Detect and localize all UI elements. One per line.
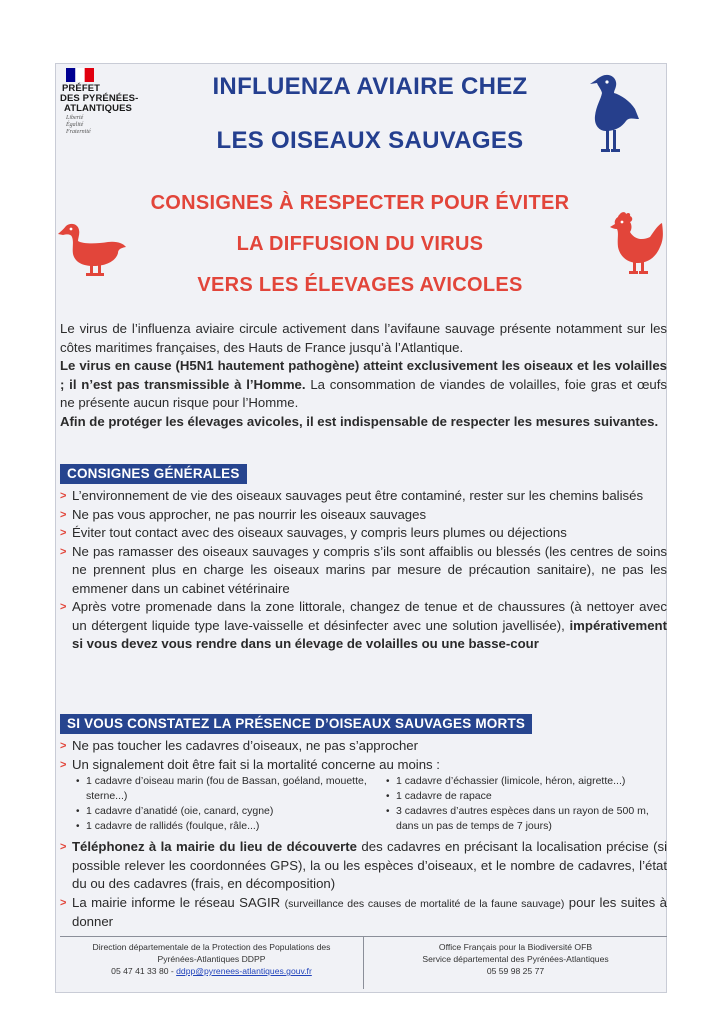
list-item: • 1 cadavre d’anatidé (oie, canard, cygne) — [76, 805, 274, 817]
intro-paragraph-2: Le virus en cause (H5N1 hautement pathogène) atteint exclusivement les oiseaux et les volailles ; il n’est pas transmissible à l’Homme. La consommation de viandes de volailles, foie gras et œufs ne présente aucun risque pour l’Homme. — [60, 358, 668, 410]
bullet-dot-icon: • — [76, 776, 80, 787]
list-item: • 1 cadavre de rapace — [386, 790, 492, 802]
bullet-dot-icon: • — [386, 791, 390, 802]
list-item: • 1 cadavre de rallidés (foulque, râle...) — [76, 820, 260, 832]
list-item: > Un signalement doit être fait si la mortalité concerne au moins : — [60, 756, 667, 775]
hen-icon — [608, 211, 666, 277]
logo-line-3: ATLANTIQUES — [64, 103, 132, 114]
ofb-phone: 05 59 98 25 77 — [486, 966, 545, 976]
bullet-arrow-icon: > — [60, 896, 67, 909]
list-item: > L’environnement de vie des oiseaux sauvages peut être contaminé, rester sur les chemins balisés — [60, 487, 667, 506]
intro-paragraph-3: Afin de protéger les élevages avicoles, il est indispensable de respecter les mesures suivantes. — [60, 414, 659, 429]
subtitle-line-2: LA DIFFUSION DU VIRUS — [236, 233, 484, 255]
list-item: > Ne pas toucher les cadavres d’oiseaux, ne pas s’approcher — [60, 737, 667, 756]
subtitle-line-3: VERS LES ÉLEVAGES AVICOLES — [197, 274, 523, 296]
list-item: > La mairie informe le réseau SAGIR (surveillance des causes de mortalité de la faune sauvage) pour les suites à donner — [60, 894, 667, 929]
duck-icon — [58, 222, 128, 278]
list-item: • 1 cadavre d’échassier (limicole, héron, aigrette...) — [386, 775, 626, 787]
ddpp-phone: 05 47 41 33 80 - — [111, 966, 177, 976]
french-flag-icon — [66, 68, 94, 82]
bullet-arrow-icon: > — [60, 545, 67, 558]
bullet-dot-icon: • — [76, 821, 80, 832]
logo-line-2: DES PYRÉNÉES- — [60, 93, 139, 104]
page-title-line-2: LES OISEAUX SAUVAGES — [216, 127, 524, 154]
list-item: > Après votre promenade dans la zone littorale, changez de tenue et de chaussures (à nettoyer avec un détergent liquide type lave-vaisselle et désinfecter avec une solution javellisée), impérativement si vous devez vous rendre dans un élevage de volailles ou une basse-cour — [60, 599, 667, 651]
bullet-dot-icon: • — [386, 776, 390, 787]
signal-criteria-right — [384, 774, 669, 834]
seagull-icon — [588, 73, 640, 155]
bullet-arrow-icon: > — [60, 740, 67, 752]
subtitle-line-1: CONSIGNES À RESPECTER POUR ÉVITER — [150, 192, 570, 214]
section-heading-dead-birds: SI VOUS CONSTATEZ LA PRÉSENCE D’OISEAUX SAUVAGES MORTS — [60, 714, 532, 734]
logo-line-1: PRÉFET — [62, 83, 101, 94]
bullet-arrow-icon: > — [60, 601, 67, 613]
page-title-line-1: INFLUENZA AVIAIRE CHEZ — [212, 73, 528, 100]
bullet-arrow-icon: > — [60, 527, 67, 539]
intro-paragraph-1: Le virus de l’influenza aviaire circule activement dans l’avifaune sauvage présente notamment sur les côtes maritimes françaises, des Hauts de France jusqu’à l’Atlantique. — [60, 321, 667, 355]
bullet-arrow-icon: > — [60, 490, 67, 502]
dead-birds-list-top — [60, 737, 667, 774]
bullet-arrow-icon: > — [60, 841, 67, 853]
list-item: • 3 cadavres d’autres espèces dans un rayon de 500 m, dans un pas de temps de 7 jours) — [386, 805, 649, 832]
list-item: > Téléphonez à la mairie du lieu de découverte des cadavres en précisant la localisation précise (si possible relever les coordonnées GPS), la ou les espèces d’oiseaux, et le nombre de cadavres, l’état du ou des cadavres (frais, en décomposition) — [60, 839, 667, 891]
list-item: > Ne pas vous approcher, ne pas nourrir les oiseaux sauvages — [60, 506, 667, 525]
ofb-contact: Office Français pour la Biodiversité OFB Service départemental des Pyrénées-Atlantiques 05 59 98 25 77 — [363, 937, 667, 989]
list-item: • 1 cadavre d’oiseau marin (fou de Bassan, goéland, mouette, sterne...) — [76, 775, 367, 802]
dead-birds-list-bottom — [60, 838, 667, 932]
section-heading-general: CONSIGNES GÉNÉRALES — [60, 464, 247, 484]
list-item: > Éviter tout contact avec des oiseaux sauvages, y compris leurs plumes ou déjections — [60, 524, 667, 543]
logo-motto: Liberté Égalité Fraternité — [66, 115, 91, 135]
general-instructions-list — [60, 487, 667, 654]
bullet-dot-icon: • — [386, 806, 390, 817]
ddpp-contact: Direction départementale de la Protection des Populations des Pyrénées-Atlantiques DDPP 05 47 41 33 80 - ddpp@pyrenees-atlantiques.gouv.fr — [92, 942, 331, 976]
bullet-arrow-icon: > — [60, 508, 67, 521]
contact-footer — [60, 936, 667, 989]
bullet-dot-icon: • — [76, 806, 80, 817]
bullet-arrow-icon: > — [60, 758, 67, 771]
ddpp-email-link[interactable]: ddpp@pyrenees-atlantiques.gouv.fr — [176, 966, 312, 976]
signal-criteria-left — [74, 774, 374, 834]
list-item: > Ne pas ramasser des oiseaux sauvages y compris s’ils sont affaiblis ou blessés (les centres de soins ne prennent plus en charge les oiseaux marins par mesure de précaution sanitaire), ne pas les emmener dans un cabinet vétérinaire — [60, 543, 667, 596]
